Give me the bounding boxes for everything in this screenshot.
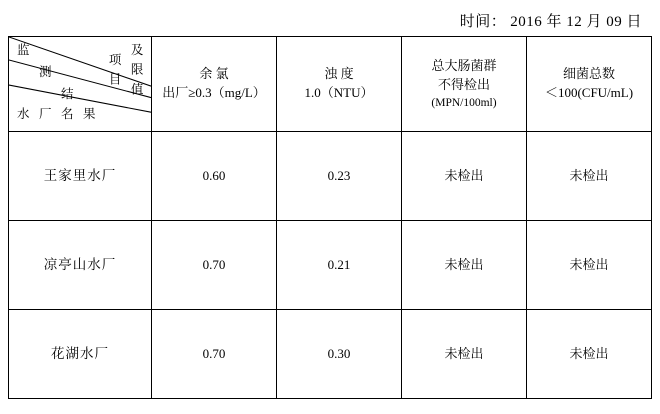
cell-total-coliform: 未检出 [402, 221, 527, 310]
water-quality-table-wrapper [8, 36, 651, 399]
corner-label-test: 测 [39, 65, 53, 79]
corner-label-guo: 果 [83, 107, 97, 121]
cell-bacteria-count: 未检出 [527, 132, 652, 221]
cell-total-coliform: 未检出 [402, 132, 527, 221]
corner-label-name: 名 [61, 107, 75, 121]
column-header-line1: 余 氯 [199, 66, 229, 82]
row-plant-name: 花湖水厂 [9, 310, 152, 399]
column-header-line3: (MPN/100ml) [431, 96, 497, 109]
cell-turbidity: 0.30 [277, 310, 402, 399]
column-header-line1: 细菌总数 [562, 66, 615, 82]
column-header-line2: 不得检出 [437, 76, 490, 92]
corner-label-plant: 厂 [39, 107, 53, 121]
column-header-line2: 出厂≥0.3（mg/L） [162, 85, 266, 100]
corner-label-index: 及 限 值 [129, 43, 144, 97]
cell-turbidity: 0.23 [277, 132, 402, 221]
corner-label-jie: 结 [61, 87, 75, 101]
column-header-line2: ＜100(CFU/mL) [544, 85, 634, 100]
column-header-line1: 浊 度 [324, 66, 354, 82]
cell-bacteria-count: 未检出 [527, 221, 652, 310]
corner-label-item: 项 目 [107, 52, 122, 88]
table-header-row [9, 37, 652, 132]
row-plant-name: 王家里水厂 [9, 132, 152, 221]
cell-total-coliform: 未检出 [402, 310, 527, 399]
corner-header-cell [9, 37, 152, 132]
corner-label-monitor: 监 [17, 43, 31, 57]
column-header-line2: 1.0（NTU） [304, 85, 374, 100]
cell-turbidity: 0.21 [277, 221, 402, 310]
date-value: 2016 年 12 月 09 日 [510, 14, 642, 30]
corner-label-water: 水 [17, 107, 31, 121]
table-row [9, 132, 652, 221]
table-row [9, 221, 652, 310]
cell-residual-chlorine: 0.70 [152, 221, 277, 310]
column-header-line1: 总大肠菌群 [431, 57, 497, 73]
date-label: 时间： [459, 14, 507, 30]
date-line [460, 10, 642, 31]
cell-bacteria-count: 未检出 [527, 310, 652, 399]
row-plant-name: 凉亭山水厂 [9, 221, 152, 310]
water-quality-table [8, 36, 652, 399]
column-header-bacteria-count [527, 37, 652, 132]
cell-residual-chlorine: 0.70 [152, 310, 277, 399]
column-header-turbidity [277, 37, 402, 132]
table-row [9, 310, 652, 399]
cell-residual-chlorine: 0.60 [152, 132, 277, 221]
column-header-residual-chlorine [152, 37, 277, 132]
column-header-total-coliform [402, 37, 527, 132]
